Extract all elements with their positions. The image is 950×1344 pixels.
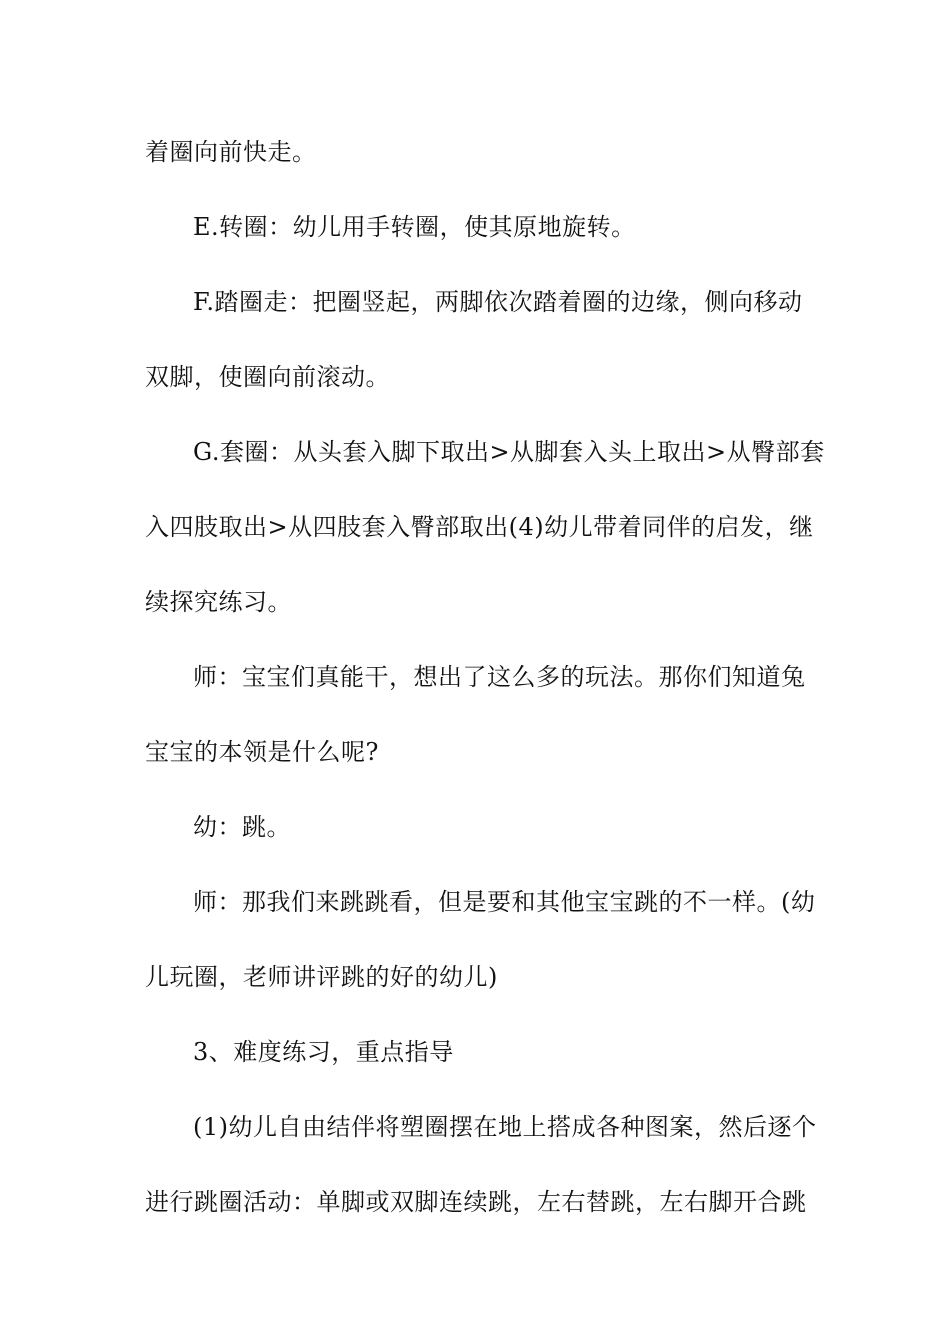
text-line-7: 续探究练习。 xyxy=(145,588,292,616)
text-line-6: 入四肢取出>从四肢套入臀部取出(4)幼儿带着同伴的启发，继 xyxy=(145,513,814,541)
text-line-15: 进行跳圈活动：单脚或双脚连续跳，左右替跳，左右脚开合跳 xyxy=(145,1188,807,1216)
text-line-12: 儿玩圈，老师讲评跳的好的幼儿) xyxy=(145,963,498,991)
text-line-10: 幼：跳。 xyxy=(193,813,291,841)
text-line-13: 3、难度练习，重点指导 xyxy=(193,1038,454,1066)
text-line-1: 着圈向前快走。 xyxy=(145,138,317,166)
text-line-3: F.踏圈走：把圈竖起，两脚依次踏着圈的边缘，侧向移动 xyxy=(193,288,803,316)
text-line-5: G.套圈：从头套入脚下取出>从脚套入头上取出>从臀部套 xyxy=(193,438,825,466)
text-line-9: 宝宝的本领是什么呢? xyxy=(145,738,379,766)
text-line-14: (1)幼儿自由结伴将塑圈摆在地上搭成各种图案，然后逐个 xyxy=(193,1113,817,1141)
text-line-4: 双脚，使圈向前滚动。 xyxy=(145,363,390,391)
text-line-11: 师：那我们来跳跳看，但是要和其他宝宝跳的不一样。(幼 xyxy=(193,888,816,916)
text-line-2: E.转圈：幼儿用手转圈，使其原地旋转。 xyxy=(193,213,636,241)
text-line-8: 师：宝宝们真能干，想出了这么多的玩法。那你们知道兔 xyxy=(193,663,806,691)
